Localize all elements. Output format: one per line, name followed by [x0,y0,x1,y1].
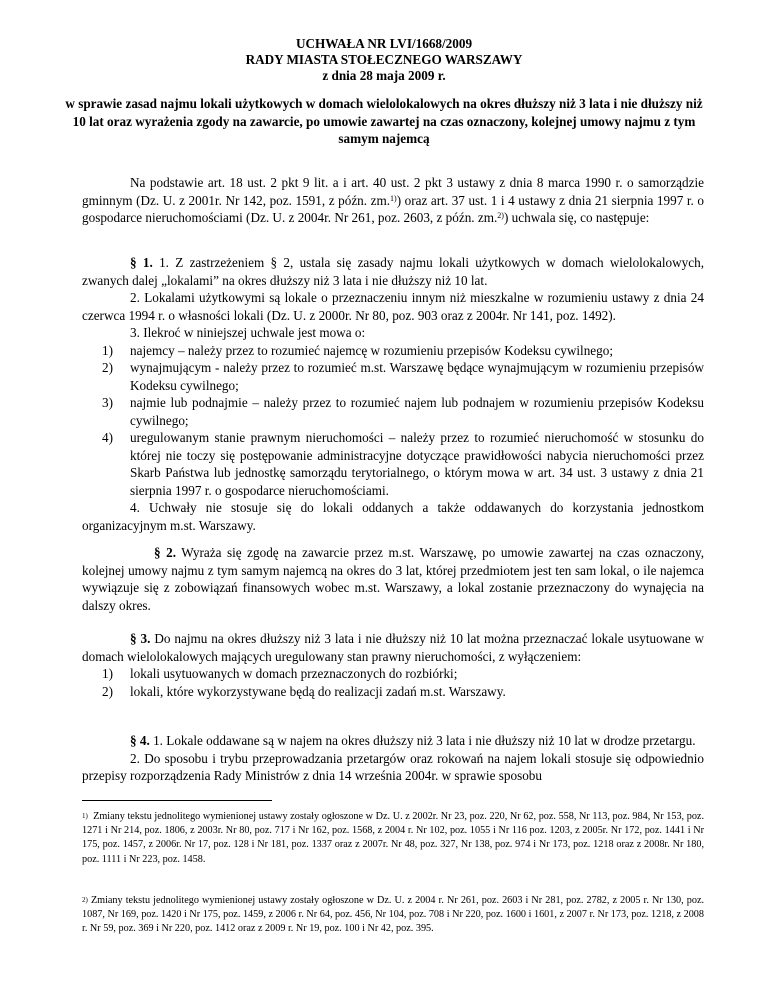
section-1-para-1: 1. Z zastrzeżeniem § 2, ustala się zasady najmu lokali użytkowych w domach wielolokalowych, zwanych dalej „lokalami” na okres dłuższy niż 3 lata i nie dłuższy niż 10 lat. [82,255,704,288]
resolution-number: UCHWAŁA NR LVI/1668/2009 [295,36,473,51]
section-4 [82,732,704,785]
footnote-ref-2: 2) [497,211,504,220]
list-item-number: 4) [102,430,113,445]
preamble [82,174,704,227]
list-item [82,683,704,701]
section-2 [82,544,704,614]
list-item-number: 1) [102,342,113,358]
list-item-text: uregulowanym stanie prawnym nieruchomości – należy przez to rozumieć nieruchomość w stosunku do której nie toczy się postępowanie administracyjne dotyczące prawidłowości nabycia nieruchomości przez Skarb Państwa lub jednostkę samorządu terytorialnego, o którym mowa w art. 34 ust. 3 ustawy z dnia 21 sierpnia 1997 r. o gospodarce nieruchomościami. [130,430,704,498]
section-3 [82,630,704,700]
list-item-text: lokali usytuowanych w domach przeznaczonych do rozbiórki; [130,666,458,681]
section-1-mark: § 1. [130,255,153,270]
list-item-text: najmie lub podnajmie – należy przez to rozumieć najem lub podnajem w rozumieniu przepisów Kodeksu cywilnego; [130,395,704,428]
footnote [82,810,704,867]
section-1-para-2: 2. Lokalami użytkowymi są lokale o przeznaczeniu innym niż mieszkalne w rozumieniu ustawy z dnia 24 czerwca 1994 r. o własności lokali (Dz. U. z 2000r. Nr 80, poz. 903 oraz z 2004r. Nr 141, poz. 1492). [82,290,704,323]
section-2-text: Wyraża się zgodę na zawarcie przez m.st. Warszawę, po umowie zawartej na czas oznaczony, kolejnej umowy najmu z tym samym najemcą na okres do 3 lat, której przedmiotem jest ten sam lokal, o ile najemca wywiązuje się z zobowiązań finansowych wobec m.st. Warszawy, a lokal zostanie przeznaczony do wynajęcia na dalszy okres. [82,545,704,613]
footnote-ref-1: 1) [390,193,397,203]
resolution-date: z dnia 28 maja 2009 r. [322,68,446,83]
resolution-subject: w sprawie zasad najmu lokali użytkowych w domach wielolokalowych na okres dłuższy niż 3 lata i nie dłuższy niż 10 lat oraz wyrażenia zgody na zawarcie, po umowie zawartej na czas oznaczony, kolejnej umowy najmu z tym samym najemcą [65,96,703,146]
section-1-para-3: 3. Ilekroć w niniejszej uchwale jest mowa o: [130,325,366,340]
footnote-separator [82,800,272,801]
list-item [82,665,704,683]
preamble-text-2: ) oraz art. 37 ust. 1 i 4 ustawy z dnia 21 sierpnia 1997 r. o gospodarce nieruchomościami (Dz. U. z 2004r. Nr 261, poz. 2603, z późn. zm. [82,192,704,225]
section-3-text: Do najmu na okres dłuższy niż 3 lata i nie dłuższy niż 10 lat można przeznaczać lokale usytuowane w domach wielolokalowych mających uregulowany stan prawny nieruchomości, z wyłączeniem: [82,631,705,664]
footnote-text: Zmiany tekstu jednolitego wymienionej ustawy zostały ogłoszone w Dz. U. z 2002r. Nr 23, poz. 220, Nr 62, poz. 558, Nr 113, poz. 984, Nr 153, poz. 1271 i Nr 214, poz. 1806, z 2003r. Nr 80, poz. 717 i Nr 162, poz. 1568, z 2004 r. Nr 102, poz. 1055 i Nr 116 poz. 1203, z 2005r. Nr 172, poz. 1441 i Nr 175, poz. 1457, z 2006r. Nr 17, poz. 128 i Nr 181, poz. 1337 oraz z 2007r. Nr 48, poz. 327, Nr 138, poz. 974 i Nr 173, poz. 1218 oraz z 2008r. Nr 180, poz. 1111 i Nr 223, poz. 1458. [82,811,704,865]
list-item-text: wynajmującym - należy przez to rozumieć m.st. Warszawę będące wynajmującym w rozumieniu przepisów Kodeksu cywilnego; [130,360,704,393]
section-1 [82,254,704,534]
list-item [82,394,704,429]
footnote-mark: 1) [82,812,88,820]
footnote-mark: 2) [82,896,88,904]
preamble-text-1: Na podstawie art. 18 ust. 2 pkt 9 lit. a i art. 40 ust. 2 pkt 3 ustawy z dnia 8 marca 1990 r. o samorządzie gminnym (Dz. U. z 2001r. Nr 142, poz. 1591, z późn. zm. [82,175,704,208]
section-2-mark: § 2. [154,545,176,560]
section-4-mark: § 4. [130,733,150,748]
section-4-para-1: 1. Lokale oddawane są w najem na okres dłuższy niż 3 lata i nie dłuższy niż 10 lat w drodze przetargu. [149,733,696,748]
list-item-number: 3) [102,395,113,410]
council-name: RADY MIASTA STOŁECZNEGO WARSZAWY [245,52,523,67]
list-item-text: lokali, które wykorzystywane będą do realizacji zadań m.st. Warszawy. [130,683,506,699]
list-item-number: 2) [102,360,113,375]
list-item [82,359,704,394]
list-item [82,342,704,360]
section-1-para-4: 4. Uchwały nie stosuje się do lokali oddanych a także oddawanych do korzystania jednostkom organizacyjnym m.st. Warszawy. [82,500,704,533]
footnote [82,894,704,937]
footnote-text: Zmiany tekstu jednolitego wymienionej ustawy zostały ogłoszone w Dz. U. z 2004 r. Nr 261, poz. 2603 i Nr 281, poz. 2782, z 2005 r. Nr 130, poz. 1087, Nr 169, poz. 1420 i Nr 175, poz. 1459, z 2006 r. Nr 64, poz. 456, Nr 104, poz. 708 i Nr 220, poz. 1600 i 1601, z 2007 r. Nr 173, poz. 1218, z 2008 r. Nr 59, poz. 369 i Nr 220, poz. 1412 oraz z 2009 r. Nr 19, poz. 100 i Nr 42, poz. 395. [82,895,705,935]
section-3-mark: § 3. [130,631,151,646]
list-item-number: 1) [102,666,113,681]
list-item [82,429,704,499]
list-item-number: 2) [102,683,113,699]
list-item-text: najemcy – należy przez to rozumieć najemcę w rozumieniu przepisów Kodeksu cywilnego; [130,342,613,358]
section-4-para-2: 2. Do sposobu i trybu przeprowadzania przetargów oraz rokowań na najem lokali stosuje się odpowiednio przepisy rozporządzenia Rady Ministrów z dnia 14 września 2004r. w sprawie sposobu [82,750,704,783]
preamble-text-3: ) uchwala się, co następuje: [503,210,650,225]
